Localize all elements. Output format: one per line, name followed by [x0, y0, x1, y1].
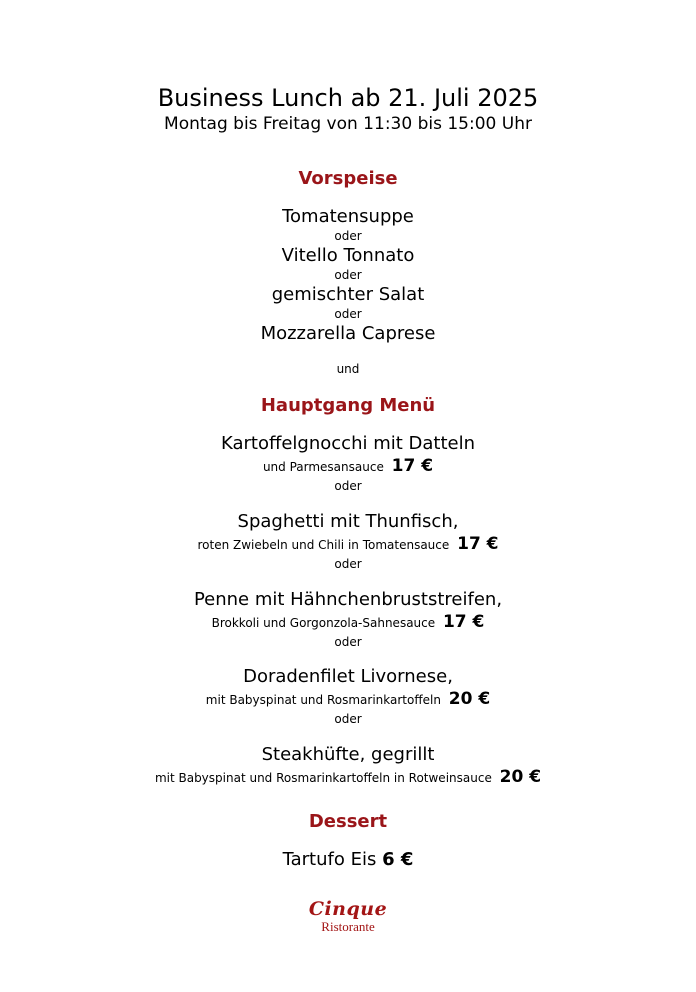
main-dish-detail [0, 767, 696, 788]
separator-oder: oder [334, 557, 362, 571]
dessert-name: Tartufo Eis [282, 849, 377, 870]
menu-title: Business Lunch ab 21. Juli 2025 [157, 84, 539, 112]
separator-oder: oder [334, 229, 362, 243]
main-dish-price: 20 € [499, 767, 542, 787]
main-dish-name: Penne mit Hähnchenbruststreifen, [193, 589, 503, 610]
section-heading-vorspeise: Vorspeise [298, 168, 398, 189]
main-dish-detail [0, 456, 696, 477]
separator-oder: oder [334, 635, 362, 649]
main-dish-name: Steakhüfte, gegrillt [261, 744, 435, 765]
main-dish-detail [0, 612, 696, 633]
menu-subtitle: Montag bis Freitag von 11:30 bis 15:00 Uhr [164, 114, 532, 134]
connector-und: und [336, 362, 360, 376]
separator-oder: oder [334, 479, 362, 493]
logo-name: Cinque [308, 898, 388, 920]
main-dish-detail [0, 689, 696, 710]
main-dish-name: Spaghetti mit Thunfisch, [237, 511, 459, 532]
section-heading-hauptgang: Hauptgang Menü [260, 395, 436, 416]
section-heading-dessert: Dessert [308, 811, 388, 832]
main-dish-description: mit Babyspinat und Rosmarinkartoffeln in Rotweinsauce [154, 771, 492, 785]
main-dish-name: Kartoffelgnocchi mit Datteln [220, 433, 476, 454]
separator-oder: oder [334, 712, 362, 726]
main-dish-name: Doradenfilet Livornese, [243, 666, 453, 687]
main-dish-description: Brokkoli und Gorgonzola-Sahnesauce [211, 616, 436, 630]
separator-oder: oder [334, 268, 362, 282]
main-dish-price: 17 € [442, 612, 485, 632]
logo-subtitle: Ristorante [321, 919, 375, 934]
main-dish-description: roten Zwiebeln und Chili in Tomatensauce [197, 538, 450, 552]
main-dish-description: mit Babyspinat und Rosmarinkartoffeln [205, 693, 441, 707]
separator-oder: oder [334, 307, 362, 321]
main-dish-description: und Parmesansauce [262, 460, 384, 474]
starter-item: Mozzarella Caprese [260, 323, 436, 344]
dessert-item [0, 849, 696, 871]
starter-item: Tomatensuppe [282, 206, 414, 227]
main-dish-detail [0, 534, 696, 555]
main-dish-price: 17 € [457, 534, 499, 554]
dessert-price: 6 € [382, 849, 414, 870]
restaurant-logo [0, 898, 696, 934]
main-dish-price: 17 € [391, 456, 434, 476]
starter-item: Vitello Tonnato [281, 245, 415, 266]
main-dish-price: 20 € [448, 689, 491, 709]
starter-item: gemischter Salat [271, 284, 425, 305]
